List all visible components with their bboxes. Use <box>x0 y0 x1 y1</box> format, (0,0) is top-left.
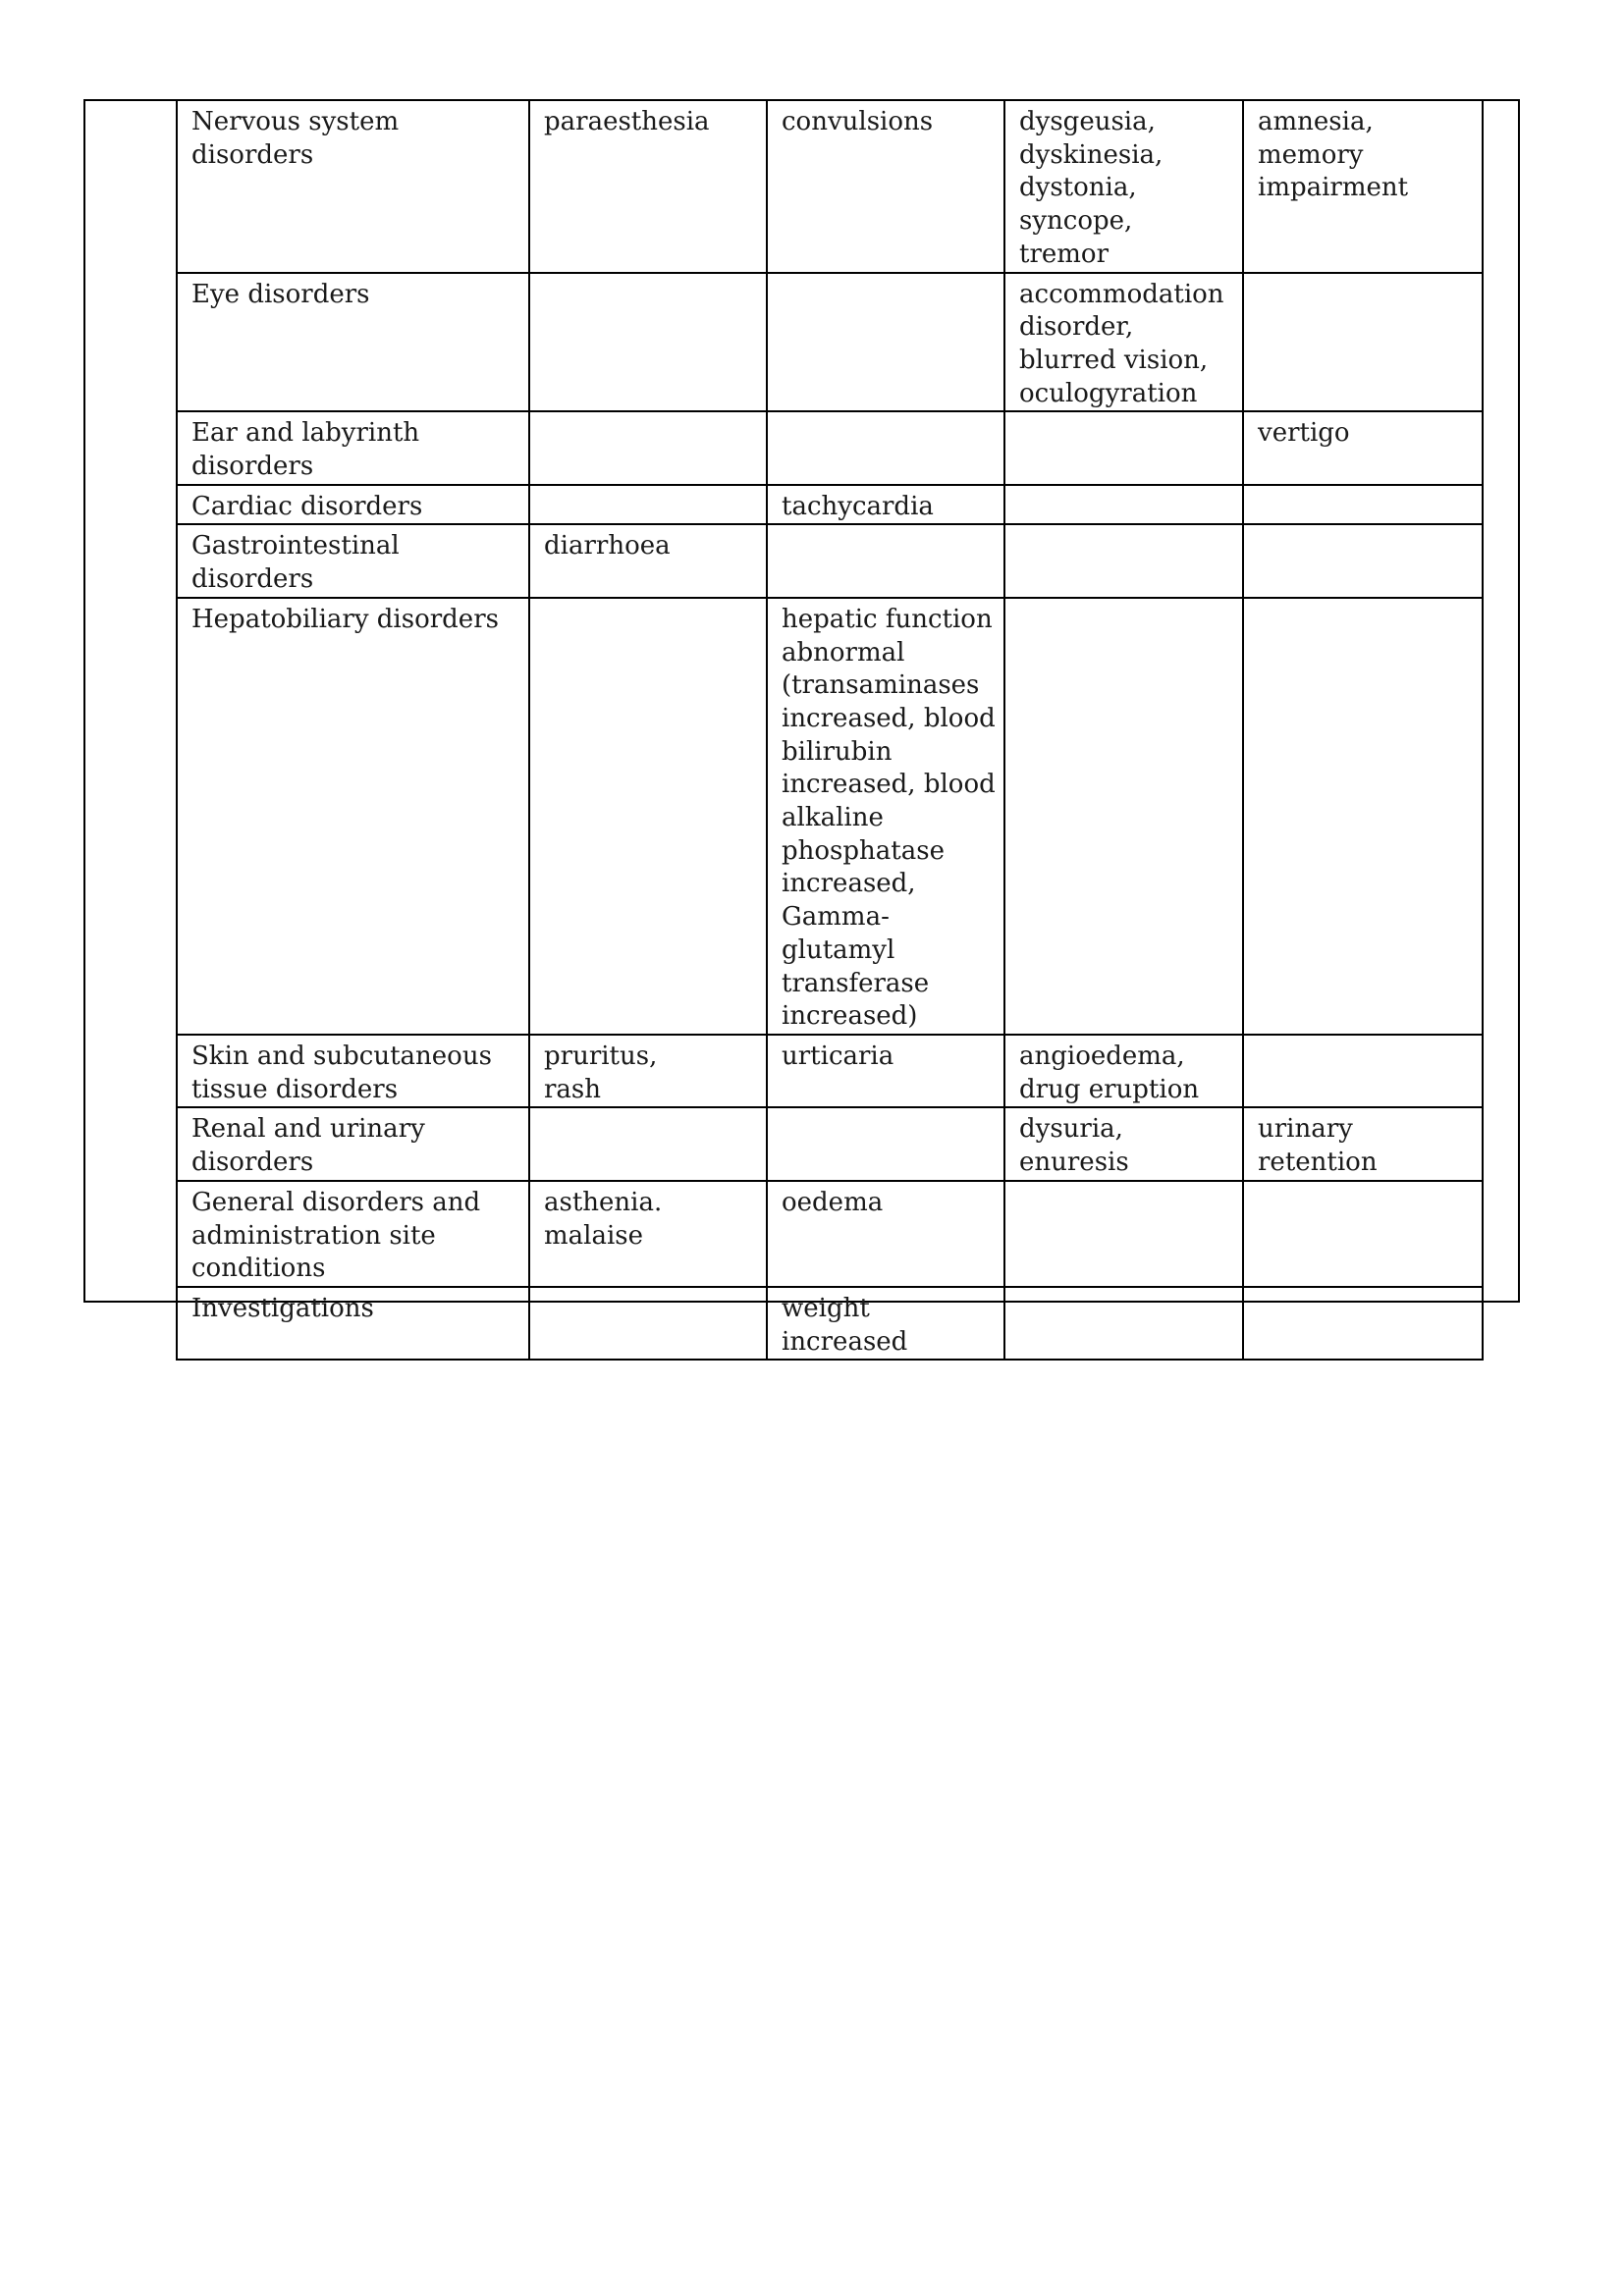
cell-text-line: increased, blood <box>782 770 996 800</box>
cell-text-line: tremor <box>1019 239 1109 269</box>
frequency-col-3-cell <box>1004 1287 1243 1360</box>
cell-text-line: dysgeusia, <box>1019 107 1156 136</box>
frequency-col-3-cell <box>1004 598 1243 1035</box>
cell-text-line: Gamma- <box>782 902 890 933</box>
table-row <box>177 273 1483 412</box>
table-row <box>177 1287 1483 1360</box>
cell-text-line: diarrhoea <box>544 531 671 561</box>
cell-text-line: tissue disorders <box>191 1074 399 1104</box>
cell-text-line: administration site <box>191 1220 436 1251</box>
cell-text-line: malaise <box>544 1220 644 1251</box>
frequency-col-1-cell <box>529 1035 767 1107</box>
cell-text-line: dyskinesia, <box>1019 139 1164 170</box>
frequency-col-2-cell <box>767 485 1004 525</box>
table-body <box>177 100 1483 1360</box>
frequency-col-3-cell <box>1004 411 1243 484</box>
frequency-col-2-cell <box>767 1287 1004 1360</box>
cell-text-line: glutamyl <box>782 934 895 965</box>
system-organ-class-cell <box>177 1107 529 1180</box>
cell-text-line: convulsions <box>782 107 934 136</box>
cell-text-line: memory <box>1258 139 1364 170</box>
frequency-col-4-cell <box>1243 1107 1483 1180</box>
frequency-col-3-cell <box>1004 273 1243 412</box>
frequency-col-3-cell <box>1004 524 1243 597</box>
frequency-col-4-cell <box>1243 485 1483 525</box>
cell-text-line: angioedema, <box>1019 1041 1185 1071</box>
system-organ-class-cell <box>177 485 529 525</box>
frequency-col-3-cell <box>1004 1181 1243 1287</box>
frequency-col-4-cell <box>1243 598 1483 1035</box>
cell-text-line: increased, <box>782 869 916 899</box>
cell-text-line: tachycardia <box>782 491 934 521</box>
cell-text-line: enuresis <box>1019 1148 1129 1178</box>
cell-text-line: asthenia. <box>544 1187 663 1217</box>
cell-text-line: Skin and subcutaneous <box>191 1041 492 1071</box>
system-organ-class-cell <box>177 1035 529 1107</box>
cell-text-line: dysuria, <box>1019 1114 1123 1145</box>
frequency-col-2-cell <box>767 1107 1004 1180</box>
cell-text-line: Gastrointestinal <box>191 531 400 561</box>
cell-text-line: blurred vision, <box>1019 345 1209 375</box>
frequency-col-4-cell <box>1243 524 1483 597</box>
cell-text-line: amnesia, <box>1258 107 1374 136</box>
cell-text-line: Nervous system <box>191 107 400 136</box>
cell-text-line: transferase <box>782 968 930 998</box>
cell-text-line: increased <box>782 1326 908 1357</box>
cell-text-line: accommodation <box>1019 279 1224 309</box>
system-organ-class-cell <box>177 1287 529 1360</box>
cell-text-line: conditions <box>191 1254 326 1284</box>
cell-text-line: oedema <box>782 1187 884 1217</box>
frequency-col-2-cell <box>767 273 1004 412</box>
cell-text-line: oculogyration <box>1019 378 1198 408</box>
table-row <box>177 1107 1483 1180</box>
frequency-col-2-cell <box>767 1035 1004 1107</box>
table-row <box>177 485 1483 525</box>
system-organ-class-cell <box>177 100 529 273</box>
frequency-col-4-cell <box>1243 1287 1483 1360</box>
system-organ-class-cell <box>177 411 529 484</box>
cell-text-line: abnormal <box>782 637 905 667</box>
table-row <box>177 1181 1483 1287</box>
frequency-col-4-cell <box>1243 273 1483 412</box>
table-row <box>177 524 1483 597</box>
frequency-col-3-cell <box>1004 485 1243 525</box>
frequency-col-1-cell <box>529 1107 767 1180</box>
frequency-col-1-cell <box>529 100 767 273</box>
frequency-col-4-cell <box>1243 1035 1483 1107</box>
cell-text-line: Cardiac disorders <box>191 491 423 521</box>
frequency-col-3-cell <box>1004 1035 1243 1107</box>
frequency-col-1-cell <box>529 1181 767 1287</box>
cell-text-line: phosphatase <box>782 835 945 866</box>
table-row <box>177 1035 1483 1107</box>
frequency-col-2-cell <box>767 411 1004 484</box>
frequency-col-1-cell <box>529 524 767 597</box>
frequency-col-1-cell <box>529 485 767 525</box>
frequency-col-1-cell <box>529 273 767 412</box>
cell-text-line: disorders <box>191 1148 314 1178</box>
cell-text-line: bilirubin <box>782 736 893 767</box>
system-organ-class-cell <box>177 1181 529 1287</box>
table-row <box>177 411 1483 484</box>
cell-text-line: vertigo <box>1258 418 1350 449</box>
table-row <box>177 598 1483 1035</box>
cell-text-line: increased, blood <box>782 703 996 733</box>
cell-text-line: Renal and urinary <box>191 1114 425 1145</box>
cell-text-line: syncope, <box>1019 206 1133 237</box>
frequency-col-2-cell <box>767 524 1004 597</box>
system-organ-class-cell <box>177 273 529 412</box>
frequency-col-4-cell <box>1243 100 1483 273</box>
cell-text-line: General disorders and <box>191 1187 481 1217</box>
cell-text-line: Ear and labyrinth <box>191 418 420 449</box>
cell-text-line: drug eruption <box>1019 1074 1200 1104</box>
cell-text-line: (transaminases <box>782 670 980 701</box>
table-row <box>177 100 1483 273</box>
cell-text-line: retention <box>1258 1148 1378 1178</box>
cell-text-line: pruritus, <box>544 1041 658 1071</box>
system-organ-class-cell <box>177 524 529 597</box>
system-organ-class-cell <box>177 598 529 1035</box>
cell-text-line: Hepatobiliary disorders <box>191 604 499 634</box>
frequency-col-1-cell <box>529 1287 767 1360</box>
frequency-col-2-cell <box>767 1181 1004 1287</box>
cell-text-line: impairment <box>1258 173 1409 203</box>
cell-text-line: paraesthesia <box>544 107 710 136</box>
cell-text-line: Investigations <box>191 1293 374 1323</box>
frequency-col-4-cell <box>1243 411 1483 484</box>
frequency-col-3-cell <box>1004 1107 1243 1180</box>
cell-text-line: disorders <box>191 564 314 595</box>
cell-text-line: hepatic function <box>782 604 993 634</box>
frequency-col-3-cell <box>1004 100 1243 273</box>
frequency-col-2-cell <box>767 598 1004 1035</box>
cell-text-line: weight <box>782 1293 870 1323</box>
cell-text-line: increased) <box>782 1001 918 1032</box>
frequency-col-2-cell <box>767 100 1004 273</box>
frequency-col-4-cell <box>1243 1181 1483 1287</box>
cell-text-line: urinary <box>1258 1114 1353 1145</box>
cell-text-line: disorders <box>191 452 314 482</box>
adverse-reactions-table <box>176 99 1484 1361</box>
cell-text-line: disorder, <box>1019 312 1134 343</box>
cell-text-line: dystonia, <box>1019 173 1137 203</box>
cell-text-line: urticaria <box>782 1041 894 1071</box>
cell-text-line: rash <box>544 1074 602 1104</box>
cell-text-line: Eye disorders <box>191 279 370 309</box>
frequency-col-1-cell <box>529 598 767 1035</box>
frequency-col-1-cell <box>529 411 767 484</box>
cell-text-line: alkaline <box>782 803 884 833</box>
cell-text-line: disorders <box>191 139 314 170</box>
